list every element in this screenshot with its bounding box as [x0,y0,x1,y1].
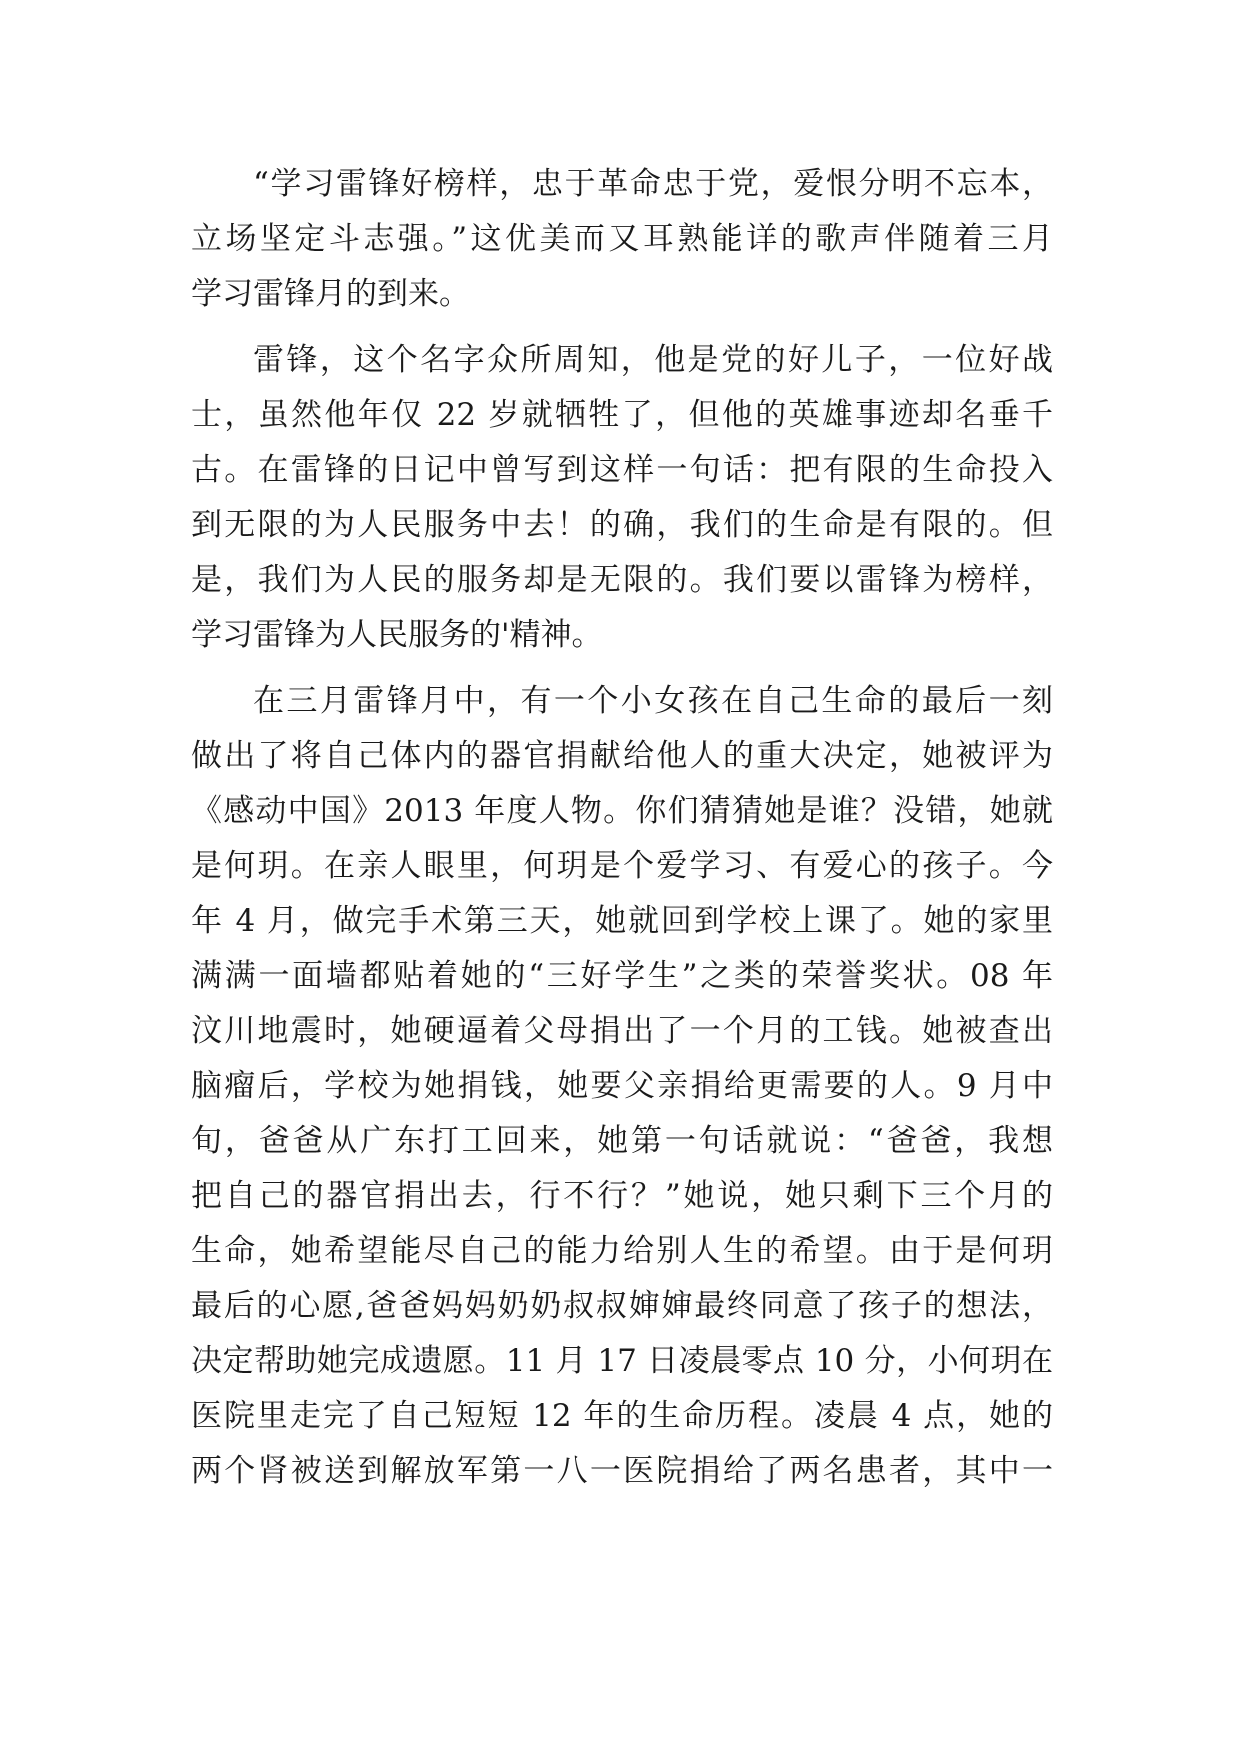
text-line: 满满一面墙都贴着她的“三好学生”之类的荣誉奖状。08 年 [191,958,1053,994]
text-line: 最后的心愿,爸爸妈妈奶奶叔叔婶婶最终同意了孩子的想法， [191,1288,1053,1324]
text-line: 是，我们为人民的服务却是无限的。我们要以雷锋为榜样， [191,562,1053,598]
text-line: 把自己的器官捐出去，行不行？”她说，她只剩下三个月的 [191,1178,1053,1214]
paragraph-2 [191,333,1053,663]
text-line: 在三月雷锋月中，有一个小女孩在自己生命的最后一刻 [253,683,1053,719]
text-line: 脑瘤后，学校为她捐钱，她要父亲捐给更需要的人。9 月中 [191,1068,1053,1104]
paragraph-3 [191,674,1053,1499]
article-body [191,157,1053,1499]
text-line: 是何玥。在亲人眼里，何玥是个爱学习、有爱心的孩子。今 [191,848,1053,884]
text-line: 《感动中国》2013 年度人物。你们猜猜她是谁？没错，她就 [191,793,1053,829]
text-line: 到无限的为人民服务中去！的确，我们的生命是有限的。但 [191,507,1053,543]
paragraph-spacer [191,322,1053,333]
text-line: 立场坚定斗志强。”这优美而又耳熟能详的歌声伴随着三月 [191,221,1053,257]
text-line: 学习雷锋为人民服务的'精神。 [191,617,603,653]
text-line: 士，虽然他年仅 22 岁就牺牲了，但他的英雄事迹却名垂千 [191,397,1053,433]
paragraph-1 [191,157,1053,322]
text-line: 古。在雷锋的日记中曾写到这样一句话：把有限的生命投入 [191,452,1053,488]
text-line: 旬，爸爸从广东打工回来，她第一句话就说：“爸爸，我想 [191,1123,1053,1159]
text-line: 医院里走完了自己短短 12 年的生命历程。凌晨 4 点，她的 [191,1398,1053,1434]
text-line: 决定帮助她完成遗愿。11 月 17 日凌晨零点 10 分，小何玥在 [191,1343,1053,1379]
text-line: 雷锋，这个名字众所周知，他是党的好儿子，一位好战 [253,342,1053,378]
text-line: 生命，她希望能尽自己的能力给别人生的希望。由于是何玥 [191,1233,1053,1269]
text-line: “学习雷锋好榜样，忠于革命忠于党，爱恨分明不忘本， [253,166,1053,202]
text-line: 年 4 月，做完手术第三天，她就回到学校上课了。她的家里 [191,903,1053,939]
text-line: 汶川地震时，她硬逼着父母捐出了一个月的工钱。她被查出 [191,1013,1053,1049]
text-line: 学习雷锋月的到来。 [191,276,470,312]
paragraph-spacer [191,663,1053,674]
text-line: 两个肾被送到解放军第一八一医院捐给了两名患者，其中一 [191,1453,1053,1489]
text-line: 做出了将自己体内的器官捐献给他人的重大决定，她被评为 [191,738,1053,774]
